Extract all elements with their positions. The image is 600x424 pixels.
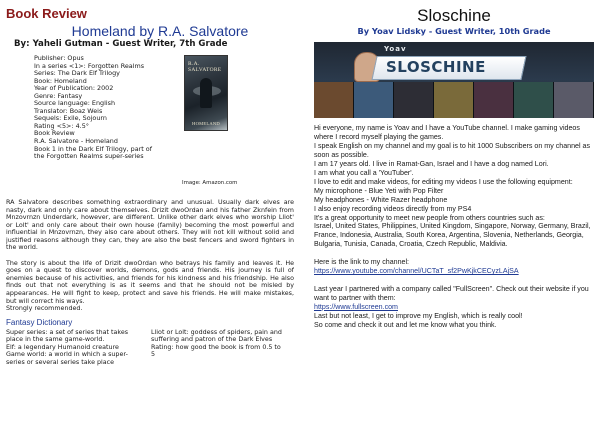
channel-link[interactable]: https://www.youtube.com/channel/UCTaT_sf2PwKjkCECyzLAjSA bbox=[314, 267, 519, 276]
cover-title: HOMELAND bbox=[192, 121, 220, 126]
country-list: Israel, United States, Philippines, United Kingdom, Singapore, Norway, Germany, Brazil, France, Indonesia, Australia, South Korea, Argentina, Slovenia, Netherlands, Georgia, Bulgaria, Tunisia, Canada, Croatia, Czech Republic, Maldivia. bbox=[314, 222, 591, 249]
author-byline: By: Yaheli Gutman - Guest Writer, 7th Grade bbox=[14, 39, 228, 49]
channel-banner-image bbox=[314, 42, 594, 118]
meta-line: R.A. Salvatore - Homeland bbox=[34, 137, 118, 146]
meta-line: Book 1 in the Dark Elf Trilogy, part of bbox=[34, 144, 152, 153]
link-intro: Here is the link to my channel: bbox=[314, 258, 410, 267]
meta-line: Genre: Fantasy bbox=[34, 91, 83, 100]
body-line: My microphone - Blue Yeti with Pop Filter bbox=[314, 186, 444, 195]
meta-line: Sequels: Exile, Sojourn bbox=[34, 114, 107, 123]
article-byline: By Yoav Lidsky - Guest Writer, 10th Grade bbox=[357, 26, 551, 36]
closing-line: So come and check it out and let me know what you think. bbox=[314, 320, 497, 329]
book-title: Homeland by R.A. Salvatore bbox=[71, 23, 249, 39]
meta-line: In a series <1>: Forgotten Realms bbox=[34, 61, 145, 70]
game-thumbnails bbox=[314, 82, 594, 118]
section-title: Book Review bbox=[6, 6, 87, 21]
article-body bbox=[314, 124, 594, 330]
dictionary-title: Fantasy Dictionary bbox=[6, 317, 73, 327]
body-line: I speak English on my channel and my goal is to hit 1000 Subscribers on my channel as soon as possible. bbox=[314, 141, 591, 159]
body-line: I also enjoy recording videos directly from my PS4 bbox=[314, 204, 472, 213]
banner-logo: Yoav bbox=[384, 45, 407, 53]
dictionary-columns bbox=[6, 329, 294, 367]
review-paragraph-1: RA Salvatore describes something extraordinary and unusual. Usually dark elves are nasty, dark and only care about themselves. Drizit dwoOrdan and his father Zknfein from Mnzovrnzn Underdark, however, are different. Unlike other dark elves who worship Lliot' or Lolt' and only care about their own house (family) becoming the most powerful and influential in Mnzovrnzn, they also care about others. They will not kill without solid and justified reasons although they can, they are also the best fencers and sword fighters in the world. bbox=[6, 199, 294, 252]
review-paragraph-2: The story is about the life of Drizit dwoOrdan who betrays his family and leaves it. He goes on a quest to discover worlds, demons, gods and friends. His journey is full of enemies because of his activities, and friends for his kindness and his friendship. He also finds out that not everything is as it seems and that he should not be misled by appearances. He will fight to keep, protect and save his friends. He will make mistakes, but will correct his ways. bbox=[6, 259, 294, 305]
body-line: It's a great opportunity to meet new people from others countries such as: bbox=[314, 213, 545, 222]
meta-line: Year of Publication: 2002 bbox=[34, 84, 114, 93]
partner-text: Last year I partnered with a company called "FullScreen". Check out their website if you want to partner with them: bbox=[314, 285, 589, 302]
dictionary-column-1: Super series: a set of series that takes place in the same game-world. Elf: a legendary Humanoid creature Game world: a world in which a super-series or several series take place bbox=[6, 328, 129, 366]
meta-line: Series: The Dark Elf Trilogy bbox=[34, 69, 120, 78]
body-line: My headphones - White Razer headphone bbox=[314, 195, 448, 204]
body-line: Hi everyone, my name is Yoav and I have a YouTube channel. I make gaming videos where I record myself playing the games. bbox=[314, 124, 580, 141]
article-title: Sloschine bbox=[417, 6, 491, 25]
banner-text: SLOSCHINE bbox=[386, 58, 486, 76]
image-credit: Image: Amazon.com bbox=[182, 180, 238, 186]
meta-line: Book Review bbox=[34, 129, 75, 138]
book-meta-list bbox=[34, 55, 174, 161]
book-cover-image bbox=[184, 55, 228, 131]
youtube-article-column bbox=[314, 6, 594, 420]
recommendation: Strongly recommended. bbox=[6, 305, 83, 313]
cover-author: R.A. SALVATORE bbox=[188, 61, 222, 73]
partner-link[interactable]: https://www.fullscreen.com bbox=[314, 302, 398, 311]
body-line: I love to edit and make videos, for editing my videos I use the following equipment: bbox=[314, 177, 573, 186]
book-details bbox=[6, 55, 294, 197]
closing-line: Last but not least, I get to improve my English, which is really cool! bbox=[314, 311, 523, 320]
meta-line: the Forgotten Realms super-series bbox=[34, 152, 144, 161]
meta-line: Publisher: Opus bbox=[34, 54, 84, 62]
meta-line: Source language: English bbox=[34, 99, 115, 108]
body-line: I am 17 years old. I live in Ramat-Gan, Israel and I have a dog named Lori. bbox=[314, 159, 549, 168]
body-line: I am what you call a 'YouTuber'. bbox=[314, 168, 414, 177]
meta-line: Rating <5>: 4.5° bbox=[34, 121, 89, 130]
cover-figure bbox=[200, 78, 212, 108]
book-review-column bbox=[6, 6, 294, 420]
meta-line: Translator: Boaz Weis bbox=[34, 106, 103, 115]
dictionary-column-2: Lliot or Lolt: goddess of spiders, pain and suffering and patron of the Dark Elves Rating: how good the book is from 0.5 to 5 bbox=[151, 328, 282, 359]
meta-line: Book: Homeland bbox=[34, 76, 87, 85]
